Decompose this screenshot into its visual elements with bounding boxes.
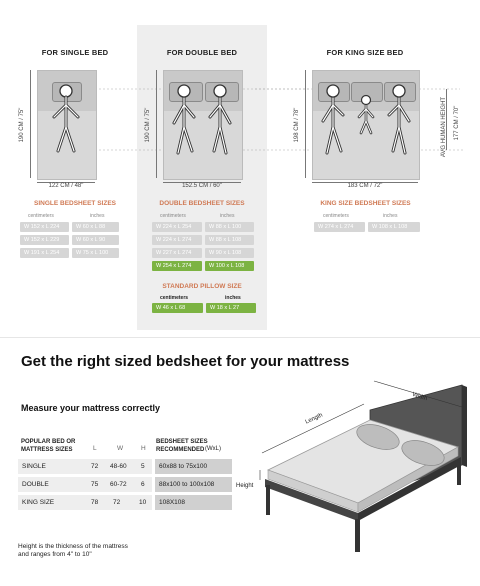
double-size-chip-highlight: W 254 x L 274 [152, 261, 202, 271]
king-height-label: 198 CM / 78" [294, 107, 300, 143]
unit-in: inches [90, 213, 105, 219]
dimension-line [305, 70, 306, 178]
single-bed [37, 70, 97, 180]
section-divider [0, 337, 480, 338]
double-size-chip-highlight: W 100 x L 108 [205, 261, 254, 271]
single-size-chip: W 152 x L 224 [20, 222, 69, 232]
unit-cm: centimeters [323, 213, 349, 219]
row-name: SINGLE [22, 463, 46, 470]
king-size-chip: W 274 x L 274 [314, 222, 365, 232]
double-bed-title: FOR DOUBLE BED [166, 48, 238, 57]
unit-cm: centimeters [160, 213, 186, 219]
row-w: 72 [113, 499, 121, 506]
col-h-header: H [141, 445, 146, 452]
king-size-chip: W 108 x L 108 [368, 222, 420, 232]
pillow-unit-cm: centimeters [160, 295, 189, 301]
single-height-label: 190 CM / 75" [19, 107, 25, 143]
length-label: Length [304, 412, 324, 426]
unit-in: inches [220, 213, 235, 219]
king-bed [312, 70, 420, 180]
pillow-size-chip: W 18 x L 27 [206, 303, 256, 313]
avg-human-height-label: AVG HUMAN HEIGHT [441, 96, 447, 158]
row-l: 78 [91, 499, 99, 506]
row-rec: 60x88 to 75x100 [159, 463, 208, 470]
single-size-chip: W 152 x L 229 [20, 235, 69, 245]
double-size-chip: W 90 x L 108 [205, 248, 254, 258]
single-width-label: 122 CM / 48" [48, 183, 84, 189]
dimension-line [30, 70, 31, 178]
col-l-header: L [93, 445, 97, 452]
bed-leg [266, 485, 270, 515]
mattress-diagram [240, 375, 475, 555]
single-size-chip: W 60 x L 90 [72, 235, 119, 245]
row-h: 6 [141, 481, 145, 488]
dimension-line [156, 70, 157, 178]
row-rec: 88x100 to 100x108 [159, 481, 215, 488]
bed-leg [457, 463, 461, 485]
col-bed-header: POPULAR BED OR MATTRESS SIZES [21, 439, 76, 453]
double-sizes-title: DOUBLE BEDSHEET SIZES [159, 200, 245, 207]
row-h: 10 [139, 499, 147, 506]
single-size-chip: W 75 x L 100 [72, 248, 119, 258]
unit-in: inches [383, 213, 398, 219]
headboard-side [462, 385, 467, 467]
height-label: Height [236, 483, 254, 489]
single-size-chip: W 191 x L 254 [20, 248, 69, 258]
double-height-label: 190 CM / 75" [145, 107, 151, 143]
king-width-label: 183 CM / 72" [347, 183, 383, 189]
width-label: Width [411, 391, 428, 403]
col-rec-unit: (WxL) [205, 446, 221, 452]
avg-human-height-value: 177 CM / 70" [454, 105, 460, 141]
people-icon [164, 71, 242, 179]
row-rec: 108X108 [159, 499, 186, 506]
row-name: KING SIZE [22, 499, 55, 506]
col-w-header: W [117, 445, 124, 452]
mattress-heading: Get the right sized bedsheet for your mattress [21, 353, 350, 370]
single-sizes-title: SINGLE BEDSHEET SIZES [34, 200, 116, 207]
col-rec-header: BEDSHEET SIZES RECOMMENDED [156, 439, 208, 453]
height-note: Height is the thickness of the mattress and ranges from 4" to 10" [18, 543, 128, 558]
double-size-chip: W 88 x L 108 [205, 235, 254, 245]
double-size-chip: W 224 x L 254 [152, 222, 202, 232]
pillow-size-title: STANDARD PILLOW SIZE [162, 283, 242, 290]
single-size-chip: W 60 x L 88 [72, 222, 119, 232]
pillow-size-chip: W 46 x L 68 [152, 303, 203, 313]
row-w: 48-60 [110, 463, 127, 470]
bed-leg [355, 519, 360, 552]
double-size-chip: W 227 x L 274 [152, 248, 202, 258]
row-l: 75 [91, 481, 99, 488]
row-l: 72 [91, 463, 99, 470]
person-icon [38, 71, 96, 179]
double-size-chip: W 88 x L 100 [205, 222, 254, 232]
mattress-subheading: Measure your mattress correctly [21, 403, 161, 413]
king-sizes-title: KING SIZE BEDSHEET SIZES [320, 200, 411, 207]
king-bed-title: FOR KING SIZE BED [326, 48, 404, 57]
single-bed-title: FOR SINGLE BED [41, 48, 109, 57]
double-size-chip: W 224 x L 274 [152, 235, 202, 245]
dimension-line [446, 89, 447, 150]
unit-cm: centimeters [28, 213, 54, 219]
row-h: 5 [141, 463, 145, 470]
row-w: 60-72 [110, 481, 127, 488]
double-width-label: 152.5 CM / 60" [182, 183, 222, 189]
double-bed [163, 70, 243, 180]
row-name: DOUBLE [22, 481, 49, 488]
family-icon [313, 71, 419, 179]
pillow-unit-in: inches [225, 295, 241, 301]
